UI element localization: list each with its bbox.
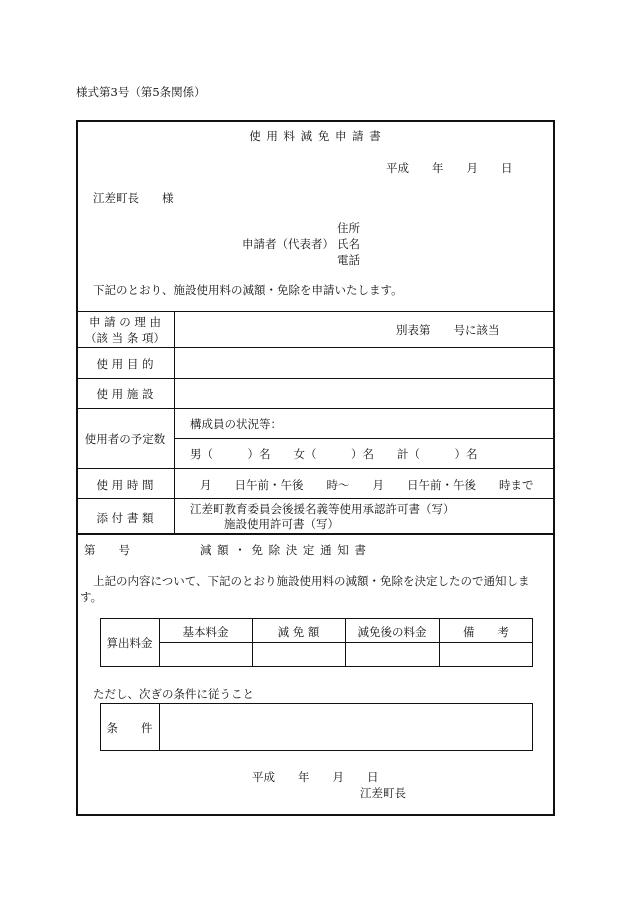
attachment-item: 江差町教育委員会後援名義等使用承認許可書（写） (190, 502, 455, 516)
fee-row-divider (159, 642, 533, 643)
decision-title: 減 額 ・ 免 除 決 定 通 知 書 (200, 543, 367, 557)
row-divider (76, 468, 555, 469)
decision-statement-cont: す。 (80, 590, 103, 604)
members-count[interactable]: 男（ ）名 女（ ）名 計（ ）名 (190, 447, 478, 461)
time-label: 使 用 時 間 (96, 478, 154, 492)
attachment-item: 施設使用許可書（写） (224, 517, 339, 531)
fee-label: 算出料金 (106, 636, 153, 650)
condition-note: ただし、次ぎの条件に従うこと (93, 687, 254, 701)
purpose-label: 使 用 目 的 (96, 357, 154, 371)
phone-field[interactable]: 電話 (337, 253, 360, 267)
purpose-field[interactable] (176, 350, 552, 376)
row-divider (76, 498, 555, 499)
fee-header: 備 考 (463, 625, 509, 639)
issuer: 江差町長 (360, 786, 406, 800)
fee-header: 基本料金 (182, 625, 229, 639)
facility-label: 使 用 施 設 (96, 387, 154, 401)
reduction-field[interactable] (254, 644, 343, 665)
name-field[interactable]: 氏名 (337, 237, 360, 251)
expected-users-label: 使用者の予定数 (84, 432, 166, 446)
reason-value[interactable]: 別表第 号に該当 (396, 323, 500, 337)
time-value[interactable]: 月 日午前・午後 時～ 月 日午前・午後 時まで (200, 478, 534, 492)
basic-fee-field[interactable] (161, 644, 250, 665)
reason-label: 申 請 の 理 由 (88, 315, 162, 329)
request-statement: 下記のとおり、施設使用料の減額・免除を申請いたします。 (93, 283, 403, 297)
form-title: 使 用 料 減 免 申 請 書 (249, 129, 382, 143)
decision-number: 第 号 (84, 543, 130, 557)
fee-header: 減 免 額 (277, 625, 320, 639)
row-divider (76, 311, 555, 312)
row-divider (76, 408, 555, 409)
fee-after-reduction-field[interactable] (347, 644, 437, 665)
row-divider (76, 347, 555, 348)
form-number: 様式第3号（第5条関係） (76, 85, 206, 99)
reason-sublabel: （該 当 条 項） (85, 331, 165, 345)
facility-field[interactable] (176, 380, 552, 406)
application-date: 平成 年 月 日 (386, 161, 513, 175)
conditions-divider (159, 703, 160, 751)
row-divider (174, 438, 555, 439)
column-divider (174, 311, 175, 534)
fee-header: 減免後の料金 (357, 625, 427, 639)
decision-date: 平成 年 月 日 (252, 770, 379, 784)
section-divider (76, 533, 555, 535)
applicant-label: 申請者（代表者） (242, 237, 334, 251)
decision-statement: 上記の内容について、下記のとおり施設使用料の減額・免除を決定したので通知しま (93, 574, 530, 588)
attachments-label: 添 付 書 類 (96, 511, 154, 525)
address-field[interactable]: 住所 (337, 221, 360, 235)
conditions-label: 条 件 (106, 721, 153, 735)
addressee: 江差町長 様 (93, 191, 174, 205)
remarks-field[interactable] (441, 644, 531, 665)
conditions-field[interactable] (161, 705, 531, 749)
row-divider (76, 378, 555, 379)
members-status[interactable]: 構成員の状況等： (190, 417, 282, 431)
